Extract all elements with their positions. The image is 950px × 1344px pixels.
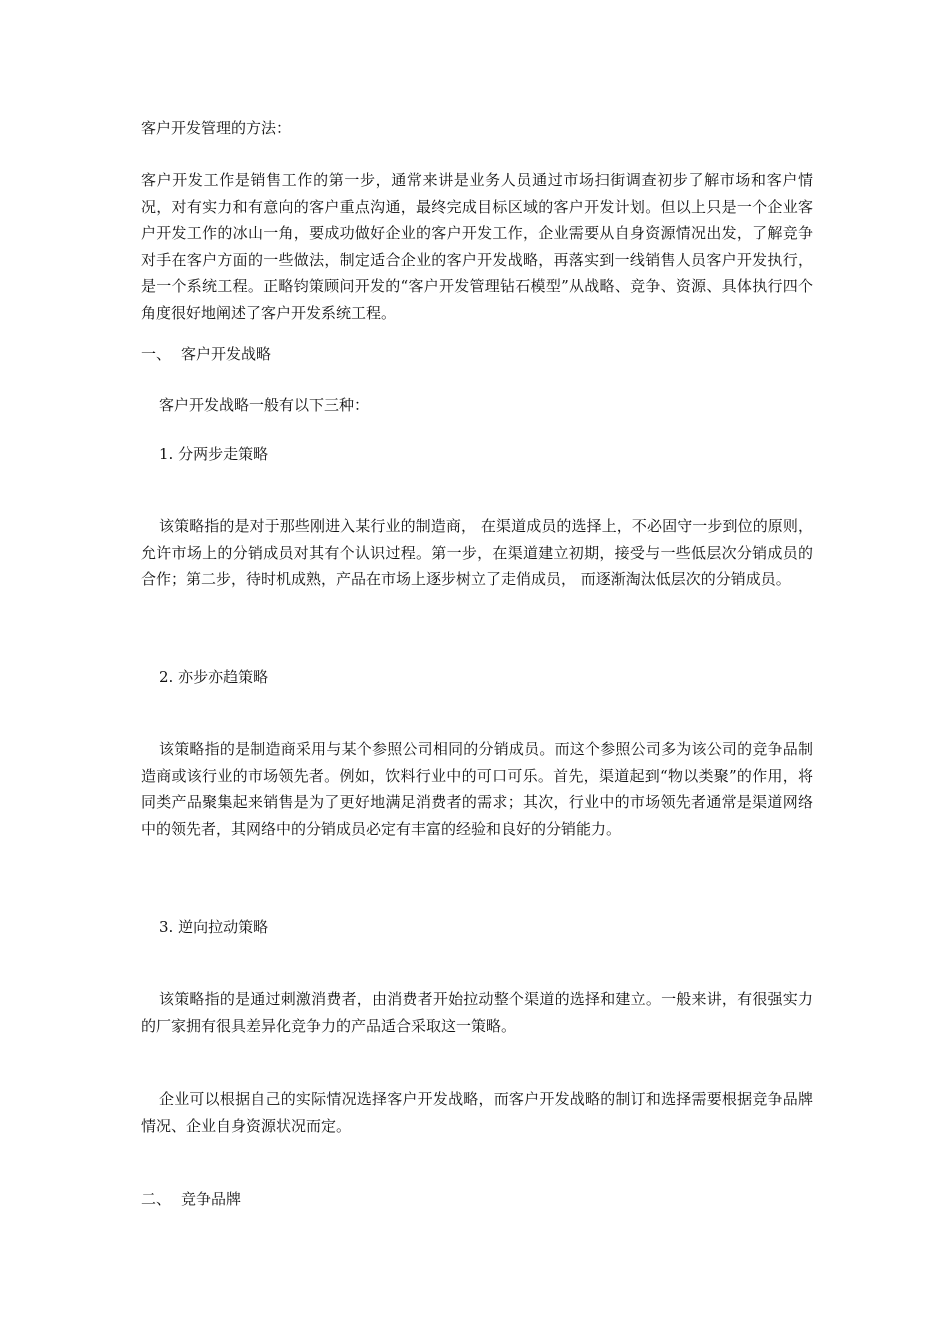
strategy-3-body: 该策略指的是通过刺激消费者，由消费者开始拉动整个渠道的选择和建立。一般来讲，有很强实力的厂家拥有很具差异化竞争力的产品适合采取这一策略。 — [141, 990, 813, 1035]
strategy-2-heading: 2. 亦步亦趋策略 — [159, 668, 269, 686]
strategy-2-body: 该策略指的是制造商采用与某个参照公司相同的分销成员。而这个参照公司多为该公司的竞争品制造商或该行业的市场领先者。例如，饮料行业中的可口可乐。首先，渠道起到“物以类聚”的作用，将同类产品聚集起来销售是为了更好地满足消费者的需求；其次，行业中的市场领先者通常是渠道网络中的领先者，其网络中的分销成员必定有丰富的经验和良好的分销能力。 — [141, 740, 813, 838]
section-1-heading — [141, 343, 813, 365]
strategy-3-heading: 3. 逆向拉动策略 — [159, 918, 269, 936]
section-2-number: 二、 — [141, 1190, 172, 1208]
strategy-1-body: 该策略指的是对于那些刚进入某行业的制造商， 在渠道成员的选择上，不必固守一步到位的原则，允许市场上的分销成员对其有个认识过程。第一步，在渠道建立初期，接受与一些低层次分销成员的合作；第二步，待时机成熟，产品在市场上逐步树立了走俏成员， 而逐渐淘汰低层次的分销成员。 — [141, 517, 813, 588]
section-1-number: 一、 — [141, 345, 172, 363]
section-2-heading — [141, 1188, 813, 1210]
section-1-lead: 客户开发战略一般有以下三种： — [159, 396, 370, 414]
document-title: 客户开发管理的方法： — [141, 119, 292, 137]
intro-paragraph: 客户开发工作是销售工作的第一步，通常来讲是业务人员通过市场扫街调查初步了解市场和客户情况，对有实力和有意向的客户重点沟通，最终完成目标区域的客户开发计划。但以上只是一个企业客户开发工作的冰山一角，要成功做好企业的客户开发工作，企业需要从自身资源情况出发，了解竞争对手在客户方面的一些做法，制定适合企业的客户开发战略，再落实到一线销售人员客户开发执行，是一个系统工程。正略钧策顾问开发的“客户开发管理钻石模型”从战略、竞争、资源、具体执行四个角度很好地阐述了客户开发系统工程。 — [141, 171, 813, 322]
section-2-title: 竞争品牌 — [181, 1190, 242, 1208]
section-1-title: 客户开发战略 — [181, 345, 272, 363]
section-1-conclusion: 企业可以根据自己的实际情况选择客户开发战略，而客户开发战略的制订和选择需要根据竞争品牌情况、企业自身资源状况而定。 — [141, 1090, 813, 1135]
strategy-1-heading: 1. 分两步走策略 — [159, 445, 269, 463]
